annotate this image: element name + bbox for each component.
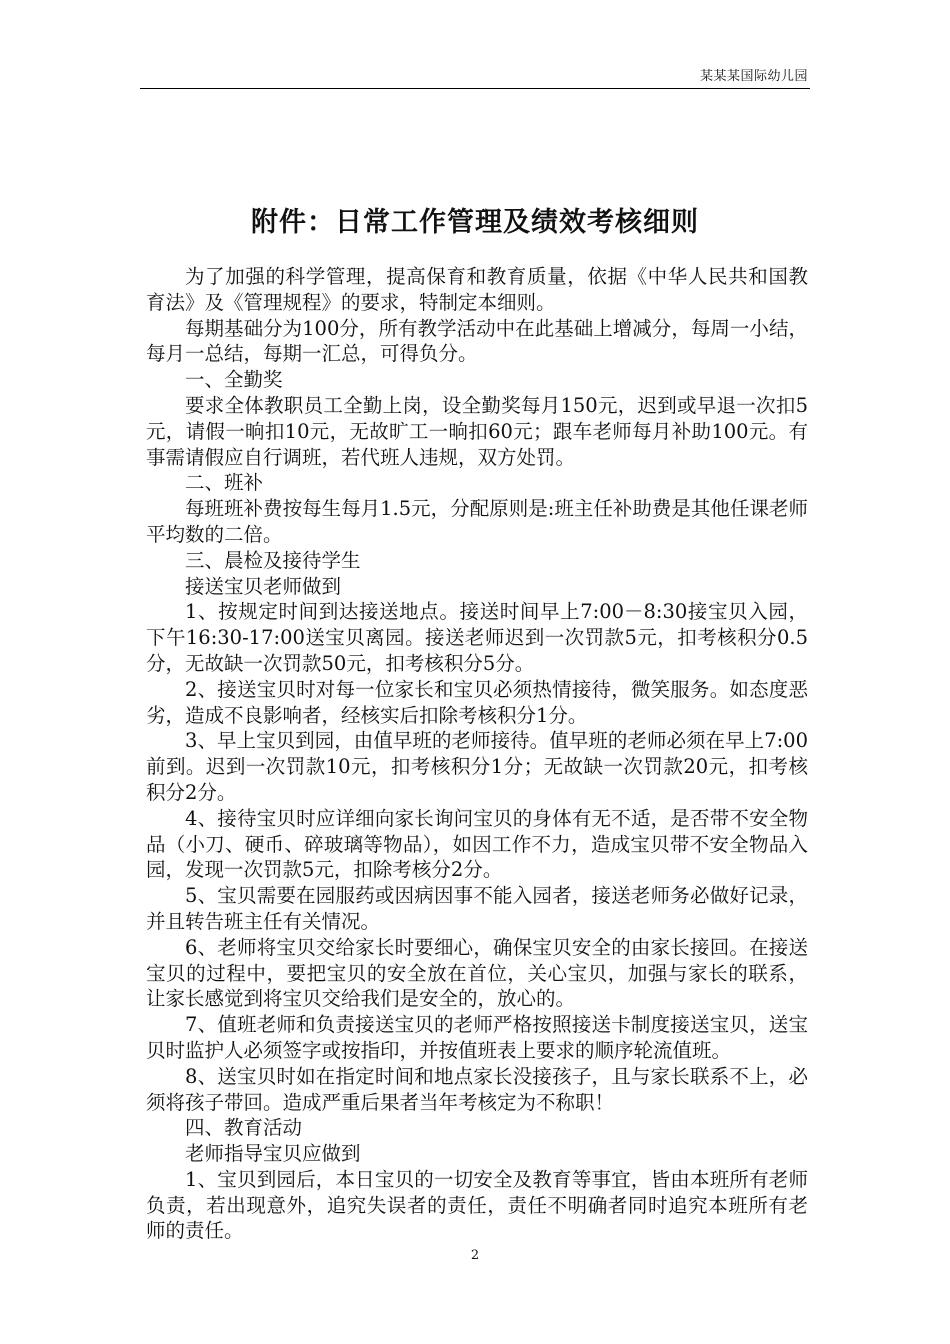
section-heading: 三、晨检及接待学生 [185, 548, 361, 572]
section-heading: 一、全勤奖 [185, 368, 283, 392]
list-item: 8、送宝贝时如在指定时间和地点家长没接孩子，且与家长联系不上，必须将孩子带回。造成严重后果者当年考核定为不称职！ [146, 1064, 808, 1114]
header-divider [140, 88, 810, 89]
list-item: 4、接待宝贝时应详细向家长询问宝贝的身体有无不适，是否带不安全物品（小刀、硬币、碎玻璃等物品），如因工作不力，造成宝贝带不安全物品入园，发现一次罚款5元，扣除考核分2分。 [146, 806, 808, 882]
list-item: 5、宝贝需要在园服药或因病因事不能入园者，接送老师务必做好记录，并且转告班主任有关情况。 [146, 884, 808, 933]
list-item: 2、接送宝贝时对每一位家长和宝贝必须热情接待，微笑服务。如态度恶劣，造成不良影响者，经核实后扣除考核积分1分。 [146, 677, 808, 727]
list-item: 7、值班老师和负责接送宝贝的老师严格按照接送卡制度接送宝贝，送宝贝时监护人必须签字或按指印，并按值班表上要求的顺序轮流值班。 [146, 1013, 808, 1062]
paragraph: 每期基础分为100分，所有教学活动中在此基础上增减分，每周一小结，每月一总结，每期一汇总，可得负分。 [146, 316, 808, 366]
paragraph: 为了加强的科学管理，提高保育和教育质量，依据《中华人民共和国教育法》及《管理规程》的要求，特制定本细则。 [146, 265, 808, 314]
list-item: 6、老师将宝贝交给家长时要细心，确保宝贝安全的由家长接回。在接送宝贝的过程中，要把宝贝的安全放在首位，关心宝贝，加强与家长的联系，让家长感觉到将宝贝交给我们是安全的，放心的。 [146, 935, 808, 1011]
document-body [146, 264, 808, 1244]
sub-heading: 老师指导宝贝应做到 [185, 1142, 361, 1166]
list-item: 1、宝贝到园后，本日宝贝的一切安全及教育等事宜，皆由本班所有老师负责，若出现意外，追究失误者的责任，责任不明确者同时追究本班所有老师的责任。 [146, 1167, 808, 1243]
paragraph: 每班班补费按每生每月1.5元，分配原则是:班主任补助费是其他任课老师平均数的二倍。 [146, 497, 808, 546]
header-org-name: 某某某国际幼儿园 [699, 69, 808, 84]
sub-heading: 接送宝贝老师做到 [185, 574, 342, 598]
document-title: 附件：日常工作管理及绩效考核细则 [251, 207, 699, 238]
section-heading: 二、班补 [185, 471, 264, 495]
section-heading: 四、教育活动 [185, 1116, 303, 1140]
list-item: 3、早上宝贝到园，由值早班的老师接待。值早班的老师必须在早上7:00前到。迟到一次罚款10元，扣考核积分1分；无故缺一次罚款20元，扣考核积分2分。 [146, 729, 808, 804]
page-number: 2 [470, 1248, 480, 1263]
list-item: 1、按规定时间到达接送地点。接送时间早上7:00－8:30接宝贝入园，下午16:30-17:00送宝贝离园。接送老师迟到一次罚款5元，扣考核积分0.5分，无故缺一次罚款50元，扣考核积分5分。 [146, 600, 808, 675]
paragraph: 要求全体教职员工全勤上岗，设全勤奖每月150元，迟到或早退一次扣5元，请假一晌扣10元，无故旷工一晌扣60元；跟车老师每月补助100元。有事需请假应自行调班，若代班人违规，双方处罚。 [146, 393, 808, 469]
